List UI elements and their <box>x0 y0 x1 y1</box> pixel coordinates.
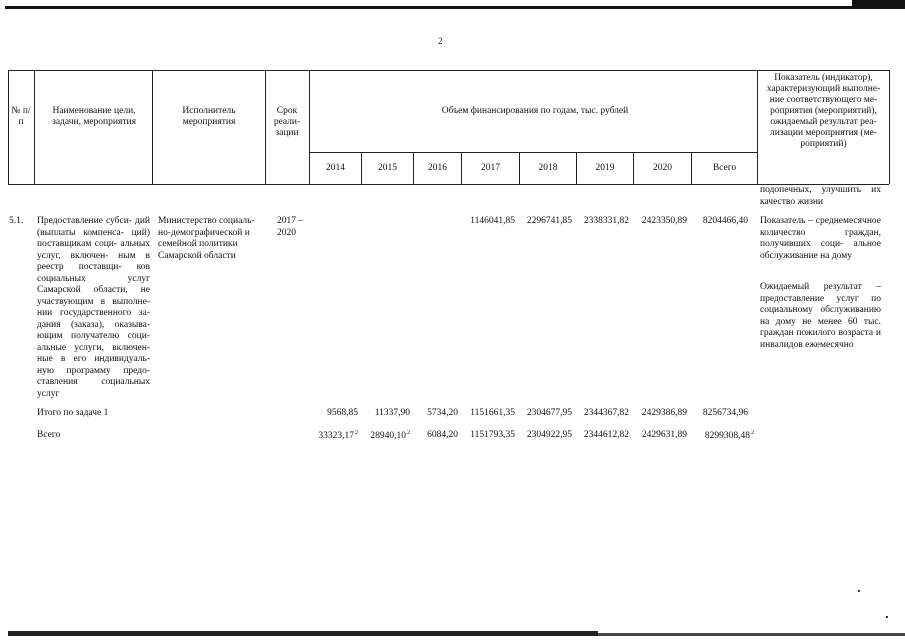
total-task-2015: 11337,90 <box>374 408 410 418</box>
col-border <box>265 70 266 184</box>
total-task-label: Итого по задаче 1 <box>37 408 109 418</box>
row-value-2020: 2423350,89 <box>641 216 687 226</box>
footnote-mark: 2 <box>751 430 754 436</box>
scan-speck <box>886 616 888 618</box>
grand-total-2014: 33323,17$^2$ <box>318 430 358 441</box>
row-value-2017: 1146041,85 <box>470 216 515 226</box>
scan-speck <box>858 590 860 592</box>
grand-total-2018: 2304922,95 <box>526 430 572 440</box>
header-col-number: № п/п <box>11 106 31 127</box>
row-term: 2017 – 2020 <box>277 216 304 238</box>
col-border <box>889 70 890 184</box>
header-col-name: Наименование цели, задачи, мероприятия <box>52 106 136 127</box>
scan-bottom-border-right <box>598 633 905 636</box>
grand-total-2020: 2429631,89 <box>641 430 687 440</box>
header-col-indicator: Показатель (индикатор), характеризующий выполне- ние соответствующего ме- роприятия (мероприятий), ожидаемый результат реа- лизации мероприятия (ме- роприятий) <box>766 73 881 149</box>
total-task-2017: 1151661,35 <box>470 408 515 418</box>
header-year-2017: 2017 <box>481 163 500 173</box>
row-value-2019: 2338331,82 <box>583 216 629 226</box>
total-task-2019: 2344367,82 <box>583 408 629 418</box>
total-task-2020: 2429386,89 <box>641 408 687 418</box>
row-value-total: 8204466,40 <box>702 216 748 226</box>
grand-total-2017: 1151793,35 <box>470 430 515 440</box>
col-border <box>34 70 35 184</box>
header-year-2014: 2014 <box>326 163 345 173</box>
header-col-executor: Исполнитель мероприятия <box>182 106 236 127</box>
footnote-mark: 2 <box>407 430 410 436</box>
total-task-2014: 9568,85 <box>327 408 358 418</box>
header-year-2020: 2020 <box>653 163 672 173</box>
row-indicator: Показатель – среднемесячное количество граждан, получивших соци- альное обслуживание на дому <box>760 216 881 261</box>
grand-total-2016: 6084,20 <box>427 430 458 440</box>
row-value-2018: 2296741,85 <box>526 216 572 226</box>
header-year-2016: 2016 <box>428 163 447 173</box>
years-row-top-border <box>309 152 757 153</box>
grand-total-label: Всего <box>37 430 61 440</box>
header-year-2018: 2018 <box>538 163 558 173</box>
col-border <box>152 70 153 184</box>
row-executor: Министерство социаль- но-демографической и семейной политики Самарской области <box>158 216 255 261</box>
header-year-2019: 2019 <box>595 163 615 173</box>
row-expected-result: Ожидаемый результат – предоставление услуг по социальному обслуживанию на дому не менее 60 тыс. граждан пожилого возраста и инвалидов ежемесячно <box>760 282 881 350</box>
footnote-mark: 2 <box>355 430 358 436</box>
continued-indicator-text: подопечных, улучшить их качество жизни <box>760 185 881 207</box>
total-task-2018: 2304677,95 <box>526 408 572 418</box>
total-task-2016: 5734,20 <box>427 408 458 418</box>
header-year-2015: 2015 <box>378 163 397 173</box>
row-activity-name: Предоставление субси- дий (выплаты компенса- ций) поставщикам соци- альных услуг, включен- ным в реестр поставщи- ков социальных услуг Самарской области, не участвующим в выполне- нии государственного за- дания (заказа), оказыва- ющим получателю соци- альные услуги, включен- ные в его индивидуаль- ную программу предо- ставления социальных услуг <box>37 216 150 399</box>
header-col-term: Срок реали- зации <box>273 106 301 138</box>
col-border <box>757 70 758 184</box>
page-number: 2 <box>438 36 443 46</box>
total-task-total: 8256734,96 <box>702 408 748 418</box>
header-bottom-border <box>8 184 889 185</box>
scan-top-border <box>0 0 905 10</box>
row-number: 5.1. <box>9 216 24 226</box>
scan-bottom-border <box>8 631 598 636</box>
header-year-total: Всего <box>712 163 737 173</box>
grand-total-2015: 28940,10$^2$ <box>370 430 410 441</box>
grand-total-2019: 2344612,82 <box>583 430 629 440</box>
header-col-funding: Объем финансирования по годам, тыс. рублей <box>441 106 629 116</box>
grand-total-total: 8299308,48$^2$ <box>704 430 754 441</box>
